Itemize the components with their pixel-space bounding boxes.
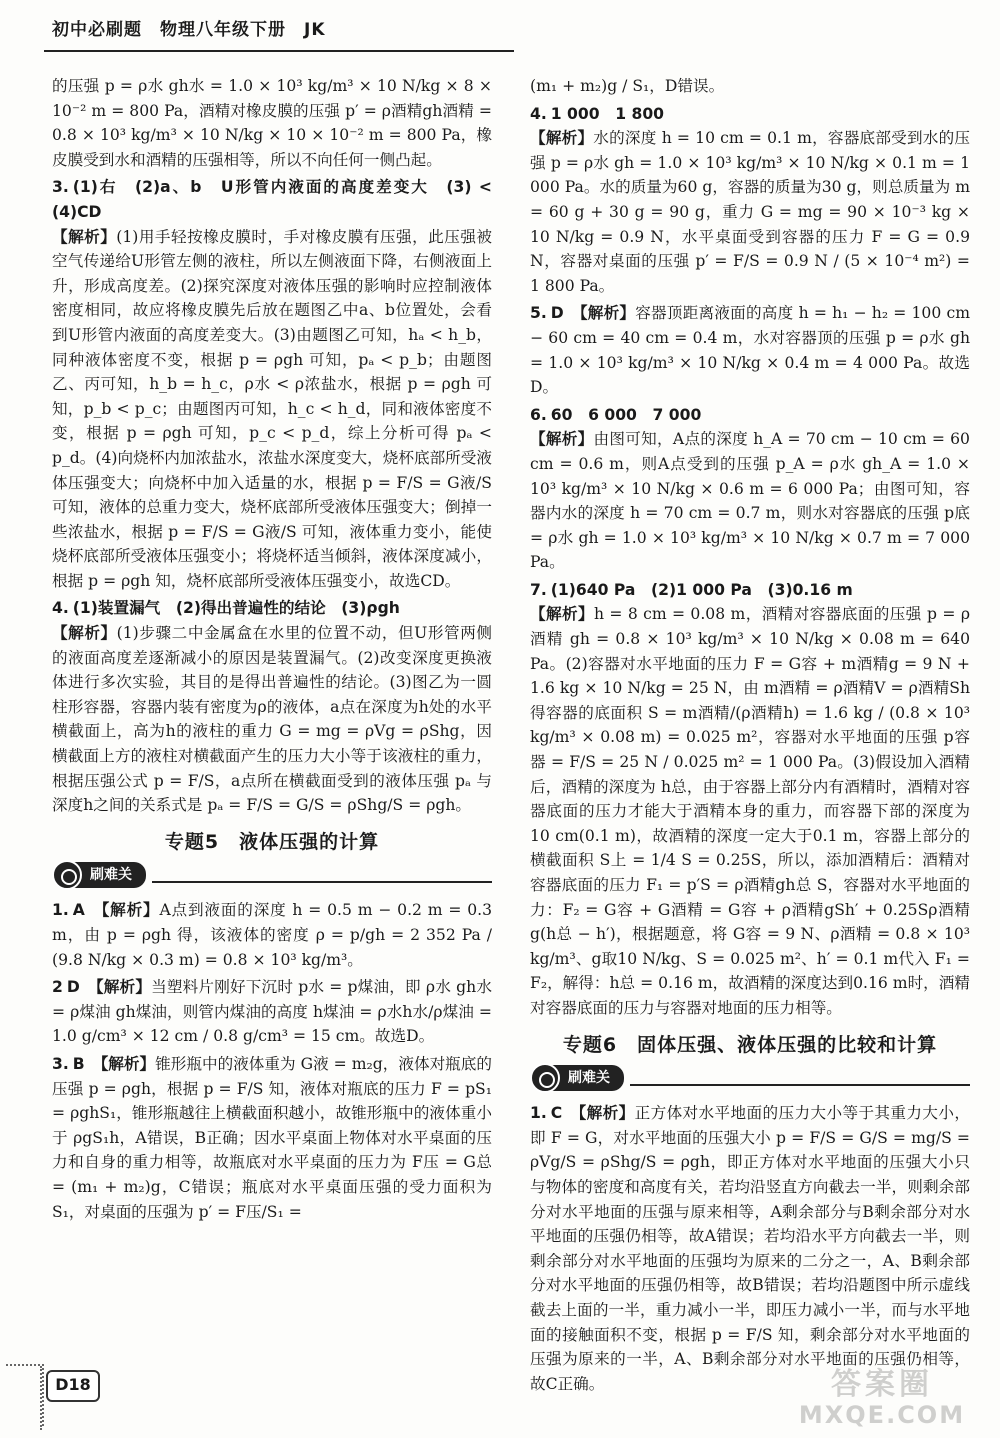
answer-key: 60 6 000 7 000 <box>550 405 702 424</box>
question-number: 2 <box>52 978 63 997</box>
explanation-text: 的压强 p = ρ水 gh水 = 1.0 × 10³ kg/m³ × 10 N/kg × 8 × 10⁻² m = 800 Pa，酒精对橡皮膜的压强 p′ = ρ酒精gh酒精 = 0.8 × 10³ kg/m³ × 10 N/kg × 10 × 10⁻² m = 800 Pa，橡皮膜受到水和酒精的压强相等，所以不向任何一侧凸起。 <box>52 77 492 169</box>
explanation-text: 由图可知，A点的深度 h_A = 70 cm − 10 cm = 60 cm = 0.6 m，则A点受到的压强 p_A = ρ水 gh_A = 1.0 × 10³ kg/m³ × 10 N/kg × 0.6 m = 6 000 Pa；由图可知，容器内水的深度 h = 70 cm = 0.7 m，则水对容器底的压强 p底 = ρ水 gh = 1.0 × 10³ kg/m³ × 10 N/kg × 0.7 m = 7 000 Pa。 <box>530 430 970 572</box>
question-number: 6. <box>530 405 547 424</box>
answer-key: A <box>72 901 85 920</box>
explanation-text: 水的深度 h = 10 cm = 0.1 m，容器底部受到水的压强 p = ρ水 gh = 1.0 × 10³ kg/m³ × 10 N/kg × 0.1 m = 1 000 Pa。水的质量为60 g，容器的质量为30 g，则总质量为 m = 60 g + 30 g = 90 g，重力 G = mg = 90 × 10⁻³ kg × 10 N/kg = 0.9 N，水平桌面受到容器的压力 F = G = 0.9 N，容器对桌面的压强 p′ = F/S = 0.9 N / (5 × 10⁻⁴ m²) = 1 800 Pa。 <box>530 129 970 295</box>
left-column <box>52 74 508 1227</box>
answer-key: D <box>66 978 80 997</box>
question-number: 3. <box>52 178 69 197</box>
page-number: D18 <box>46 1370 100 1402</box>
question-number: 1. <box>52 901 69 920</box>
page-corner-dots <box>40 1366 44 1430</box>
explanation-text: 正方体对水平地面的压力大小等于其重力大小，即 F = G，对水平地面的压强大小 p = F/S = G/S = mg/S = ρVg/S = ρShg/S = ρgh，即正方体对水平地面的压强大小只与物体的密度和高度有关，若均沿竖直方向截去一半，则剩余部分对水平地面的压强与原来相等，A剩余部分与B剩余部分对水平地面的压强仍相等，故A错误；若均沿水平方向截去一半，则剩余部分对水平地面的压强均为原来的二分之一，A、B剩余部分对水平地面的压强仍相等，故B错误；若均沿题图中所示虚线截去上面的一半，重力减小一半，即压力减小一半，而与水平地面的接触面积不变，根据 p = F/S 知，剩余部分对水平地面的压强为原来的一半，A、B剩余部分对水平地面的压强仍相等，故C正确。 <box>530 1104 970 1393</box>
answer-item <box>530 102 970 299</box>
answer-item <box>52 898 492 972</box>
answer-key: (1)右 (2)a、b U形管内液面的高度差变大 (3) < (4)CD <box>52 178 508 221</box>
question-number: 4. <box>52 599 69 618</box>
answer-item <box>52 596 492 817</box>
answer-item <box>530 1101 970 1396</box>
analysis-label: 【解析】 <box>571 304 636 323</box>
explanation-text: (1)用手轻按橡皮膜时，手对橡皮膜有压强，此压强被空气传递给U形管左侧的液柱，所以左侧液面下降，右侧液面上升，形成高度差。(2)探究深度对液体压强的影响时应控制液体密度相同，故应将橡皮膜先后放在题图乙中a、b位置处，会看到U形管内液面的高度差变大。(3)由题图乙可知，hₐ < h_b，同种液体密度不变，根据 p = ρgh 可知，pₐ < p_b；由题图乙、丙可知，h_b = h_c，ρ水 < ρ浓盐水，根据 p = ρgh 可知，p_b < p_c；由题图丙可知，h_c < h_d，同和液体密度不变，根据 p = ρgh 可知，p_c < p_d，综上分析可得 pₐ < p_d。(4)向烧杯内加浓盐水，浓盐水深度变大，烧杯底部所受液体压强变大；向烧杯中加入适量的水，根据 p = F/S = G液/S 可知，液体的总重力变大，烧杯底部所受液体压强变大；倒掉一些浓盐水，根据 p = F/S = G液/S 可知，液体重力变小，能使烧杯底部所受液体压强变小；将烧杯适当倾斜，液体深度减小，根据 p = ρgh 知，烧杯底部所受液体压强变小，故选CD。 <box>52 227 492 590</box>
analysis-label: 【解析】 <box>530 605 594 624</box>
answer-item <box>530 301 970 399</box>
answer-key: B <box>72 1054 85 1073</box>
analysis-label: 【解析】 <box>92 1054 156 1073</box>
badge-emblem-icon <box>530 1063 560 1093</box>
badge-rule <box>630 1070 970 1086</box>
explanation-text: (1)步骤二中金属盒在水里的位置不动，但U形管两侧的液面高度差逐渐减小的原因是装置漏气。(2)改变深度更换液体进行多次实验，其目的是得出普遍性的结论。(3)图乙为一圆柱形容器，容器内装有密度为ρ的液体，a点在深度为h处的水平横截面上，高为h的液柱的重力 G = mg = ρVg = ρShg，因横截面上方的液柱对横截面产生的压力大小等于该液柱的重力，根据压强公式 p = F/S，a点所在横截面受到的液体压强 pₐ 与深度h之间的关系式是 pₐ = F/S = G/S = ρShg/S = ρgh。 <box>52 624 492 815</box>
explanation-text: A点到液面的深度 h = 0.5 m − 0.2 m = 0.3 m，由 p = ρgh 得，该液体的密度 ρ = p/gh = 2 352 Pa / (9.8 N/kg × 0.3 m) = 0.8 × 10³ kg/m³。 <box>52 901 492 969</box>
explanation-text: 当塑料片刚好下沉时 p水 = p煤油，即 ρ水 gh水 = ρ煤油 gh煤油，则管内煤油的高度 h煤油 = ρ水h水/ρ煤油 = 1.0 g/cm³ × 12 cm / 0.8 g/cm³ = 15 cm。故选D。 <box>52 978 492 1046</box>
analysis-label: 【解析】 <box>92 901 160 920</box>
answer-key: D <box>550 304 564 323</box>
question-number: 4. <box>530 104 547 123</box>
watermark <box>782 1368 982 1432</box>
badge-label: 刷难关 <box>552 1065 624 1091</box>
header-rule <box>44 50 514 52</box>
analysis-label: 【解析】 <box>52 227 117 246</box>
page-corner-dots <box>6 1364 44 1426</box>
explanation-text: h = 8 cm = 0.08 m，酒精对容器底面的压强 p = ρ酒精 gh = 0.8 × 10³ kg/m³ × 10 N/kg × 0.08 m = 640 Pa。(2)容器对水平地面的压力 F = G容 + m酒精g = 9 N + 1.6 kg × 10 N/kg = 25 N，由 m酒精 = ρ酒精V = ρ酒精Sh 得容器的底面积 S = m酒精/(ρ酒精h) = 1.6 kg / (0.8 × 10³ kg/m³ × 0.08 m) = 0.025 m²，容器对水平地面的压强 p容器 = F/S = 25 N / 0.025 m² = 1 000 Pa。(3)假设加入酒精后，酒精的深度为 h总，由于容器上部分内有酒精时，酒精对容器底面的压力才能大于酒精本身的重力，而容器下部的深度为10 cm(0.1 m)，故酒精的深度一定大于0.1 m，容器上部分的横截面积 S上 = 1/4 S = 0.25S，所以，添加酒精后：酒精对容器底面的压力 F₁ = p′S = ρ酒精gh总 S，容器对水平地面的力：F₂ = G容 + G酒精 = G容 + ρ酒精gSh′ + 0.25Sρ酒精g(h总 − h′)，根据题意，将 G容 = 9 N、ρ酒精 = 0.8 × 10³ kg/m³、g取10 N/kg、S = 0.025 m²、h′ = 0.1 m代入 F₁ = F₂，解得：h总 = 0.16 m，故酒精的深度达到0.16 m时，酒精对容器底面的压力与容器对地面的压力相等。 <box>530 605 970 1017</box>
answer-item <box>52 975 492 1049</box>
answer-key: 1 000 1 800 <box>550 104 665 123</box>
analysis-label: 【解析】 <box>530 129 594 148</box>
analysis-label: 【解析】 <box>52 624 117 643</box>
difficulty-badge <box>52 860 492 890</box>
answer-key: (1)640 Pa (2)1 000 Pa (3)0.16 m <box>550 580 853 599</box>
question-number: 7. <box>530 580 547 599</box>
answer-item <box>530 74 970 99</box>
badge-label: 刷难关 <box>74 862 146 888</box>
analysis-label: 【解析】 <box>87 978 152 997</box>
analysis-label: 【解析】 <box>570 1104 635 1123</box>
explanation-text: 锥形瓶中的液体重为 G液 = m₂g，液体对瓶底的压强 p = ρgh，根据 p = F/S 知，液体对瓶底的压力 F = pS₁ = ρghS₁，锥形瓶越往上横截面积越小，故锥形瓶中的液体重小于 ρgS₁h，A错误，B正确；因水平桌面上物体对水平桌面的压力和自身的重力相等，故瓶底对水平桌面的压力为 F压 = G总 = (m₁ + m₂)g，C错误；瓶底对水平桌面压强的受力面积为 S₁，对桌面的压强为 p′ = F压/S₁ = <box>52 1054 492 1221</box>
answer-key: C <box>550 1104 563 1123</box>
answer-key: (1)装置漏气 (2)得出普遍性的结论 (3)ρgh <box>72 599 400 618</box>
right-column <box>530 74 970 1399</box>
running-header: 初中必刷题 物理八年级下册 JK <box>52 20 326 40</box>
difficulty-badge <box>530 1063 970 1093</box>
watermark-url: MXQE.COM <box>798 1401 966 1429</box>
explanation-text: 容器顶距离液面的高度 h = h₁ − h₂ = 100 cm − 60 cm = 40 cm = 0.4 m，水对容器顶的压强 p = ρ水 gh = 1.0 × 10³ kg/m³ × 10 N/kg × 0.4 m = 4 000 Pa。故选D。 <box>530 304 970 397</box>
section-title: 专题6 固体压强、液体压强的比较和计算 <box>562 1033 938 1056</box>
watermark-logo-text: 答案圈 <box>831 1367 933 1402</box>
answer-item <box>52 1052 492 1224</box>
answer-item <box>52 175 508 593</box>
question-number: 5. <box>530 304 547 323</box>
answer-item <box>530 578 970 1021</box>
question-number: 1. <box>530 1104 547 1123</box>
answer-item <box>52 74 492 172</box>
explanation-text: (m₁ + m₂)g / S₁，D错误。 <box>530 77 725 95</box>
question-number: 3. <box>52 1054 69 1073</box>
analysis-label: 【解析】 <box>530 430 594 449</box>
answer-item <box>530 403 970 575</box>
badge-rule <box>152 867 492 883</box>
section-title: 专题5 液体压强的计算 <box>164 830 380 853</box>
